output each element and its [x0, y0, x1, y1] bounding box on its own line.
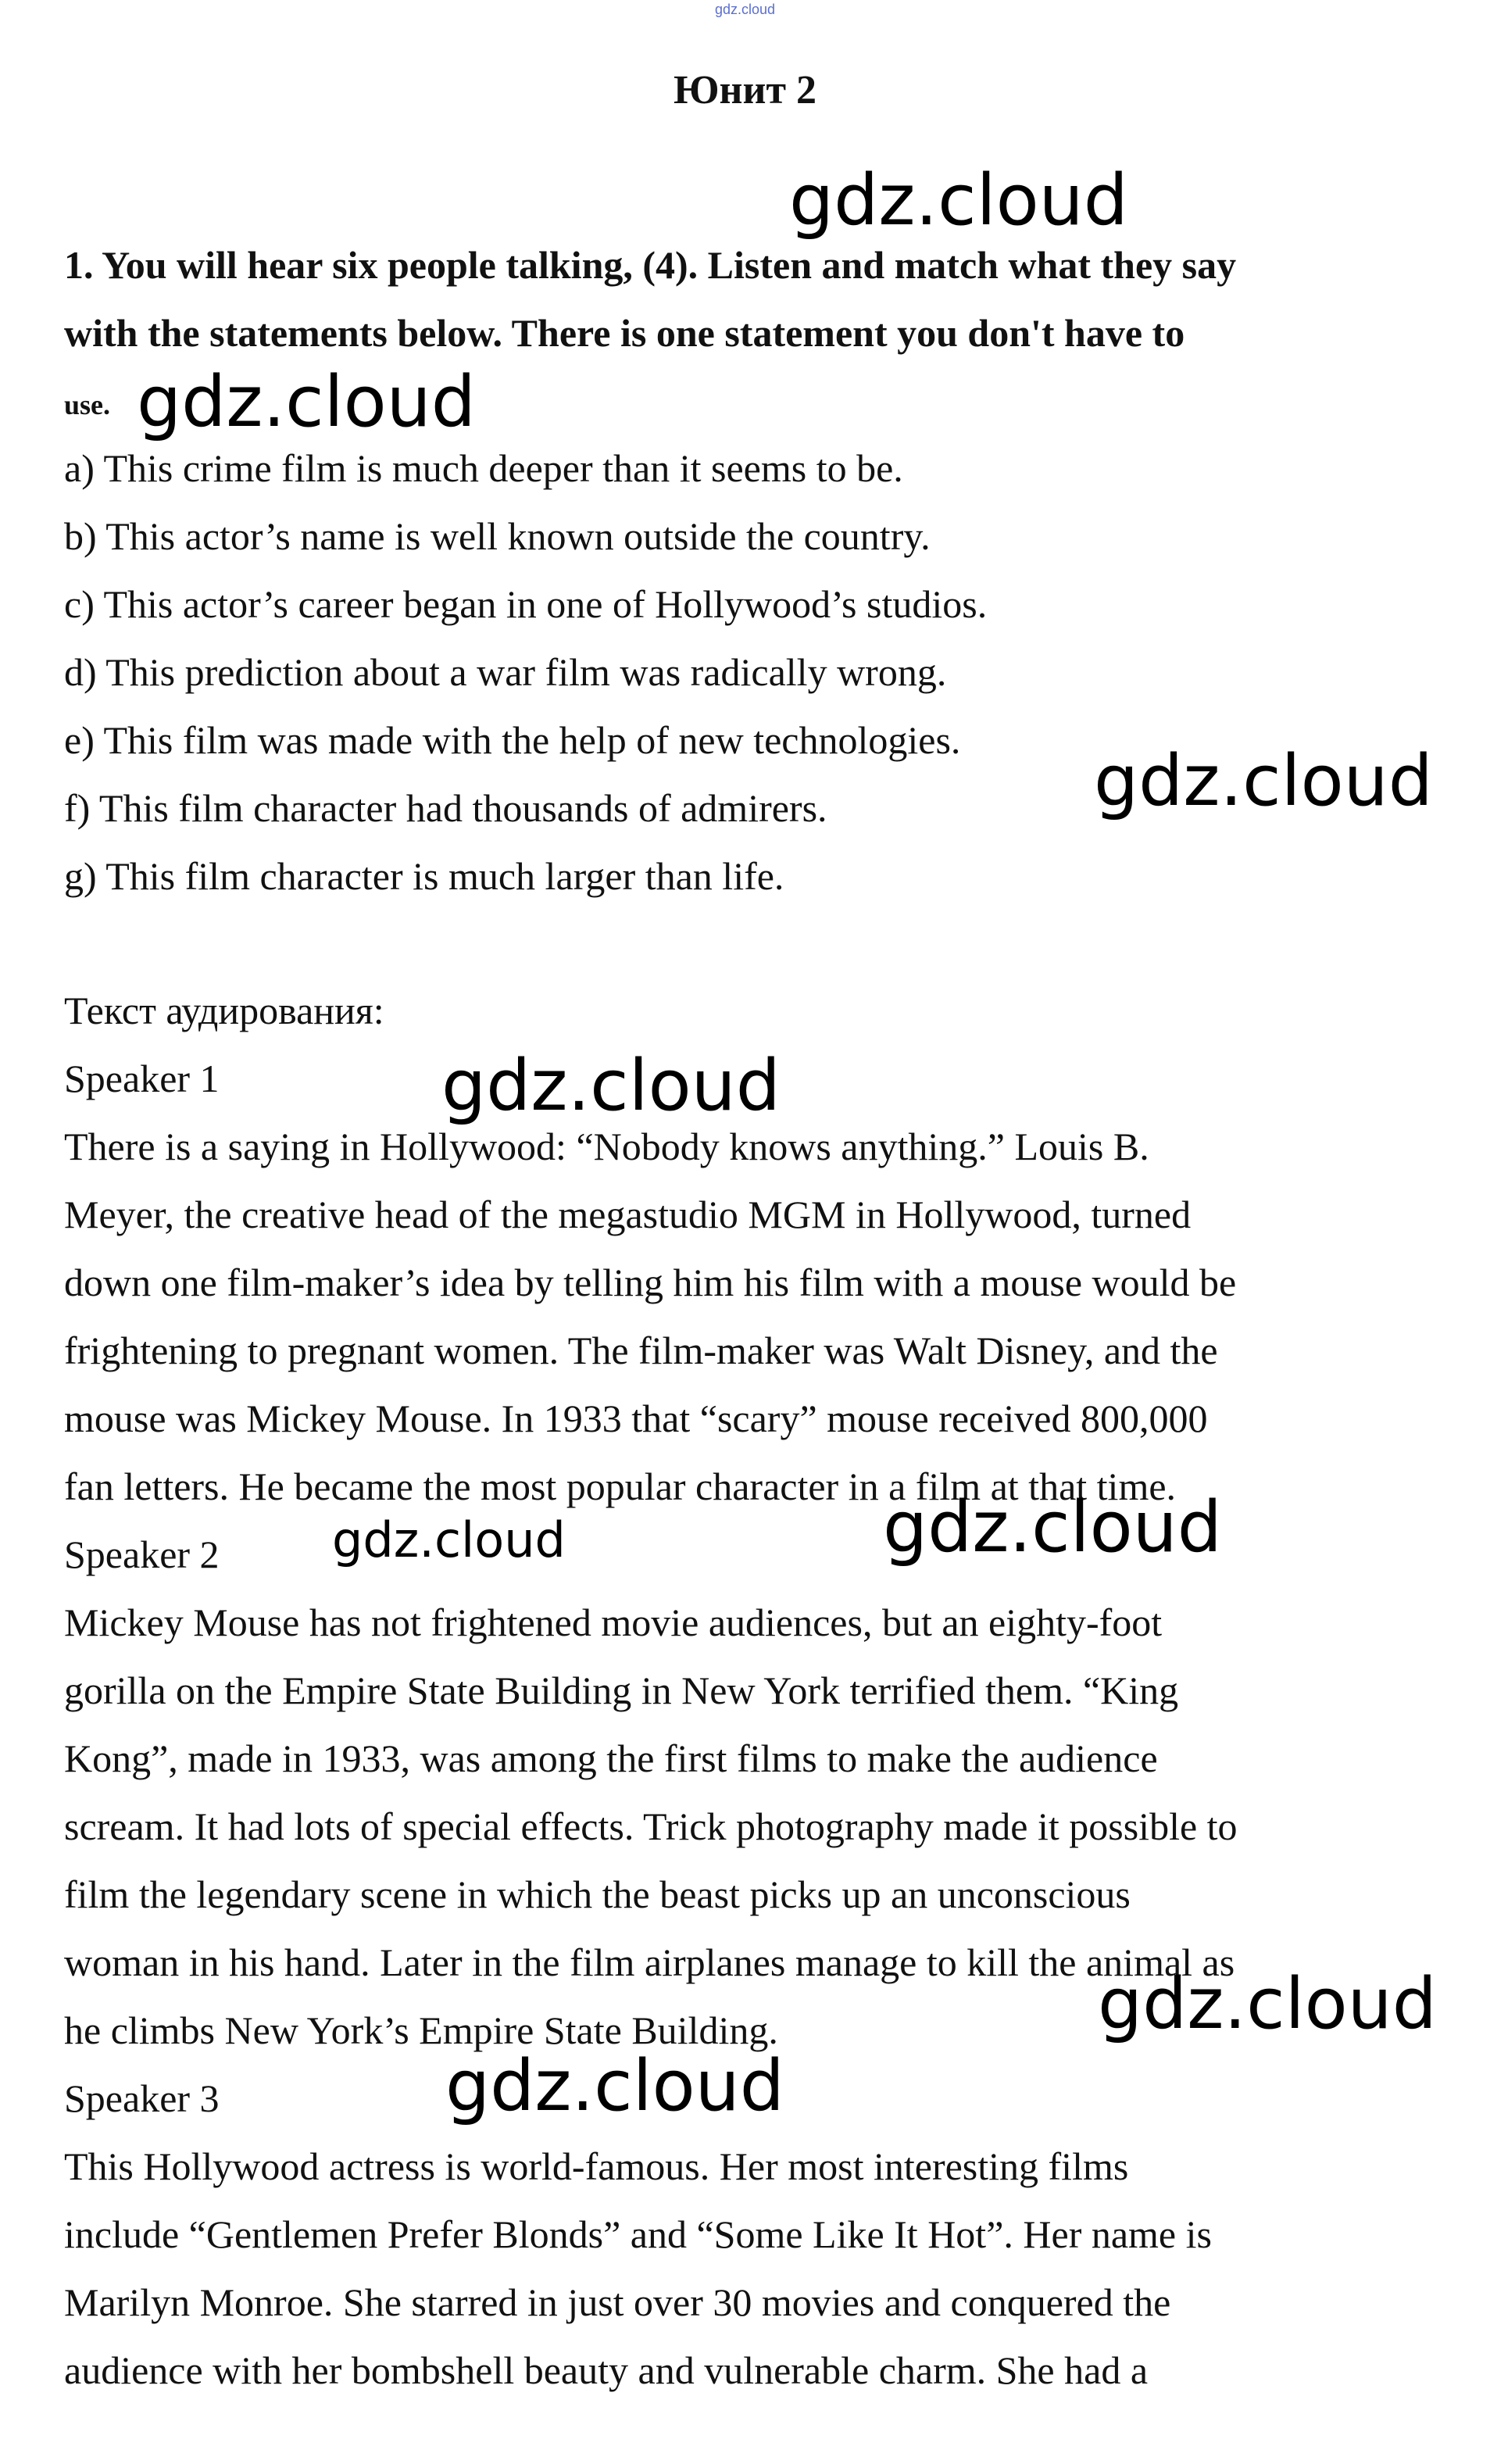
audio-heading: Текст аудирования: [64, 989, 384, 1032]
watermark: gdz.cloud [441, 1045, 781, 1127]
watermark: gdz.cloud [332, 1511, 566, 1568]
speaker-label: Speaker 2 [64, 1532, 220, 1576]
watermark: gdz.cloud [1098, 1963, 1437, 2045]
transcript-line: include “Gentlemen Prefer Blonds” and “Some Like It Hot”. Her name is [64, 2212, 1212, 2256]
transcript-line: Meyer, the creative head of the megastudio MGM in Hollywood, turned [64, 1193, 1192, 1236]
task-line: with the statements below. There is one statement you don't have to [64, 311, 1185, 355]
transcript-line: Mickey Mouse has not frightened movie audiences, but an eighty-foot [64, 1600, 1163, 1644]
task-last-word: use. [64, 389, 111, 420]
transcript-line: he climbs New York’s Empire State Building. [64, 2008, 778, 2052]
statement-a: a) This crime film is much deeper than it seems to be. [64, 446, 903, 490]
transcript-line: Marilyn Monroe. She starred in just over 30 movies and conquered the [64, 2280, 1171, 2324]
statement-d: d) This prediction about a war film was radically wrong. [64, 650, 947, 694]
transcript-line: film the legendary scene in which the beast picks up an unconscious [64, 1872, 1131, 1916]
task-line: 1. You will hear six people talking, (4). Listen and match what they say [64, 243, 1237, 287]
transcript-line: down one film-maker’s idea by telling him his film with a mouse would be [64, 1261, 1237, 1304]
transcript-line: woman in his hand. Later in the film airplanes manage to kill the animal as [64, 1940, 1235, 1984]
transcript-line: gorilla on the Empire State Building in New York terrified them. “King [64, 1668, 1179, 1712]
speaker-label: Speaker 3 [64, 2076, 220, 2120]
watermark: gdz.cloud [789, 159, 1128, 241]
transcript-line: frightening to pregnant women. The film-maker was Walt Disney, and the [64, 1329, 1218, 1372]
watermark: gdz.cloud [1094, 740, 1433, 822]
top-watermark: gdz.cloud [714, 2, 776, 17]
statement-e: e) This film was made with the help of new technologies. [64, 718, 961, 762]
statement-b: b) This actor’s name is well known outside the country. [64, 514, 931, 558]
watermark: gdz.cloud [883, 1486, 1222, 1568]
speaker-label: Speaker 1 [64, 1057, 220, 1100]
transcript-line: There is a saying in Hollywood: “Nobody knows anything.” Louis B. [64, 1125, 1149, 1168]
statement-list [64, 435, 1439, 910]
transcript-line: Kong”, made in 1933, was among the first films to make the audience [64, 1736, 1158, 1780]
transcript-line: This Hollywood actress is world-famous. Her most interesting films [64, 2144, 1129, 2188]
transcript-line: scream. It had lots of special effects. Trick photography made it possible to [64, 1804, 1238, 1848]
statement-g: g) This film character is much larger than life. [64, 854, 784, 898]
audio-transcript [64, 977, 1439, 2405]
watermark: gdz.cloud [445, 2045, 784, 2127]
statement-f: f) This film character had thousands of admirers. [64, 786, 827, 830]
transcript-line: fan letters. He became the most popular character in a film at that time. [64, 1464, 1177, 1508]
watermark: gdz.cloud [137, 361, 476, 443]
transcript-line: mouse was Mickey Mouse. In 1933 that “scary” mouse received 800,000 [64, 1397, 1208, 1440]
page-title: Юнит 2 [673, 68, 816, 113]
transcript-line: audience with her bombshell beauty and vulnerable charm. She had a [64, 2348, 1149, 2392]
statement-c: c) This actor’s career began in one of Hollywood’s studios. [64, 582, 988, 626]
